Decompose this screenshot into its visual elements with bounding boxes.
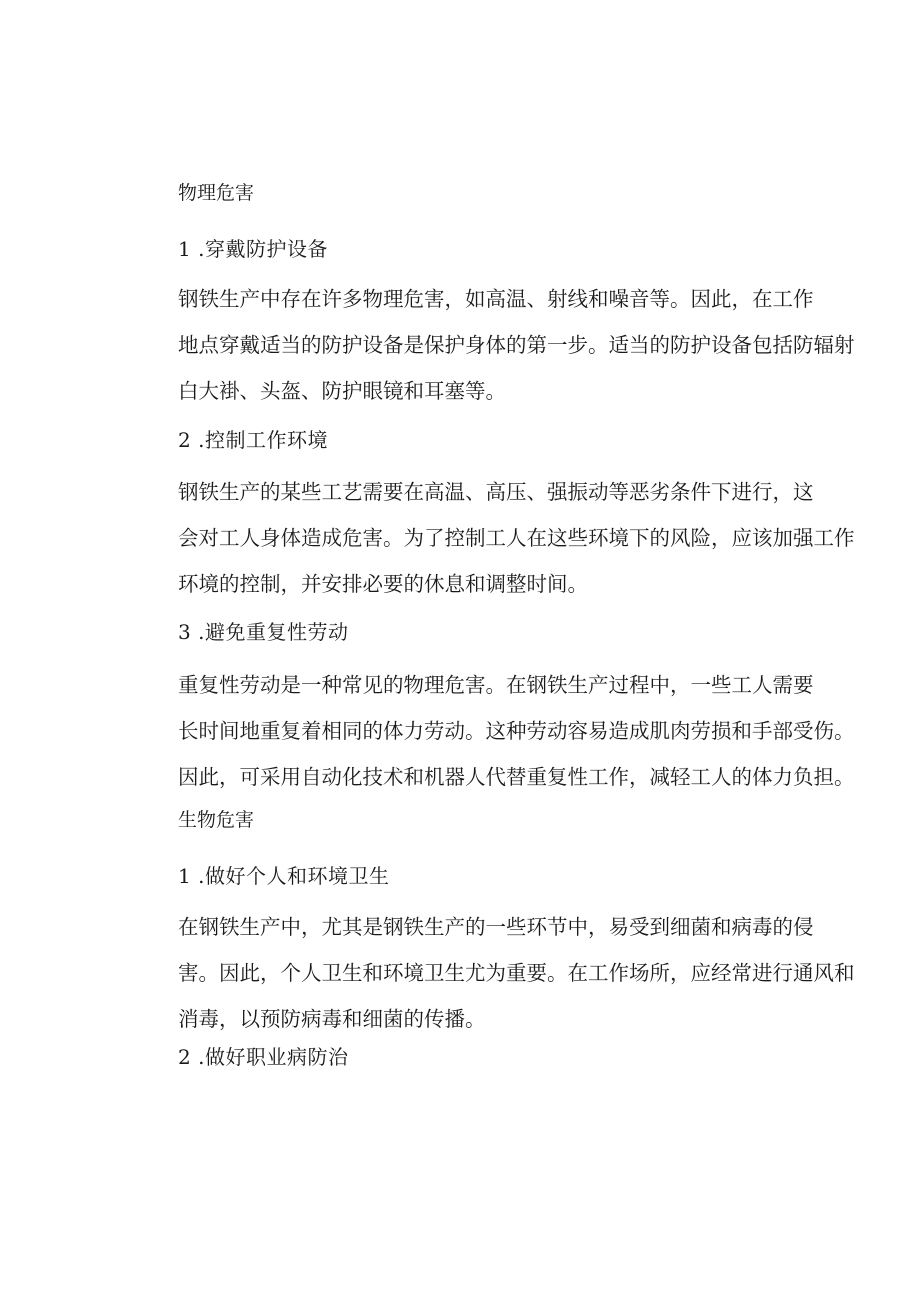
item-heading-control-environment: 2 .控制工作环境 [178,428,328,452]
paragraph-line: 消毒，以预防病毒和细菌的传播。 [178,1007,486,1031]
item-heading-hygiene: 1 .做好个人和环境卫生 [178,864,390,888]
paragraph-line: 地点穿戴适当的防护设备是保护身体的第一步。适当的防护设备包括防辐射 [178,333,855,357]
paragraph-line: 会对工人身体造成危害。为了控制工人在这些环境下的风险，应该加强工作 [178,526,855,550]
paragraph-line: 害。因此，个人卫生和环境卫生尤为重要。在工作场所，应经常进行通风和 [178,961,855,985]
paragraph-line: 在钢铁生产中，尤其是钢铁生产的一些环节中，易受到细菌和病毒的侵 [178,915,814,939]
paragraph-control-environment [178,469,855,607]
item-heading-avoid-repetitive-labor: 3 .避免重复性劳动 [178,620,349,644]
section-title-biological: 生物危害 [178,809,255,831]
paragraph-line: 重复性劳动是一种常见的物理危害。在钢铁生产过程中，一些工人需要 [178,673,814,697]
paragraph-line: 因此，可采用自动化技术和机器人代替重复性工作，减轻工人的体力负担。 [178,765,855,789]
paragraph-line: 长时间地重复着相同的体力劳动。这种劳动容易造成肌肉劳损和手部受伤。 [178,719,855,743]
paragraph-line: 白大褂、头盔、防护眼镜和耳塞等。 [178,379,506,403]
item-heading-protective-equipment: 1 .穿戴防护设备 [178,237,328,261]
paragraph-line: 钢铁生产中存在许多物理危害，如高温、射线和噪音等。因此，在工作 [178,287,814,311]
item-heading-occupational-disease: 2 .做好职业病防治 [178,1045,349,1069]
paragraph-hygiene [178,904,855,1042]
section-title-physical: 物理危害 [178,182,255,204]
paragraph-line: 钢铁生产的某些工艺需要在高温、高压、强振动等恶劣条件下进行，这 [178,480,814,504]
paragraph-protective-equipment [178,276,855,414]
paragraph-avoid-repetitive-labor [178,662,855,800]
paragraph-line: 环境的控制，并安排必要的休息和调整时间。 [178,572,588,596]
